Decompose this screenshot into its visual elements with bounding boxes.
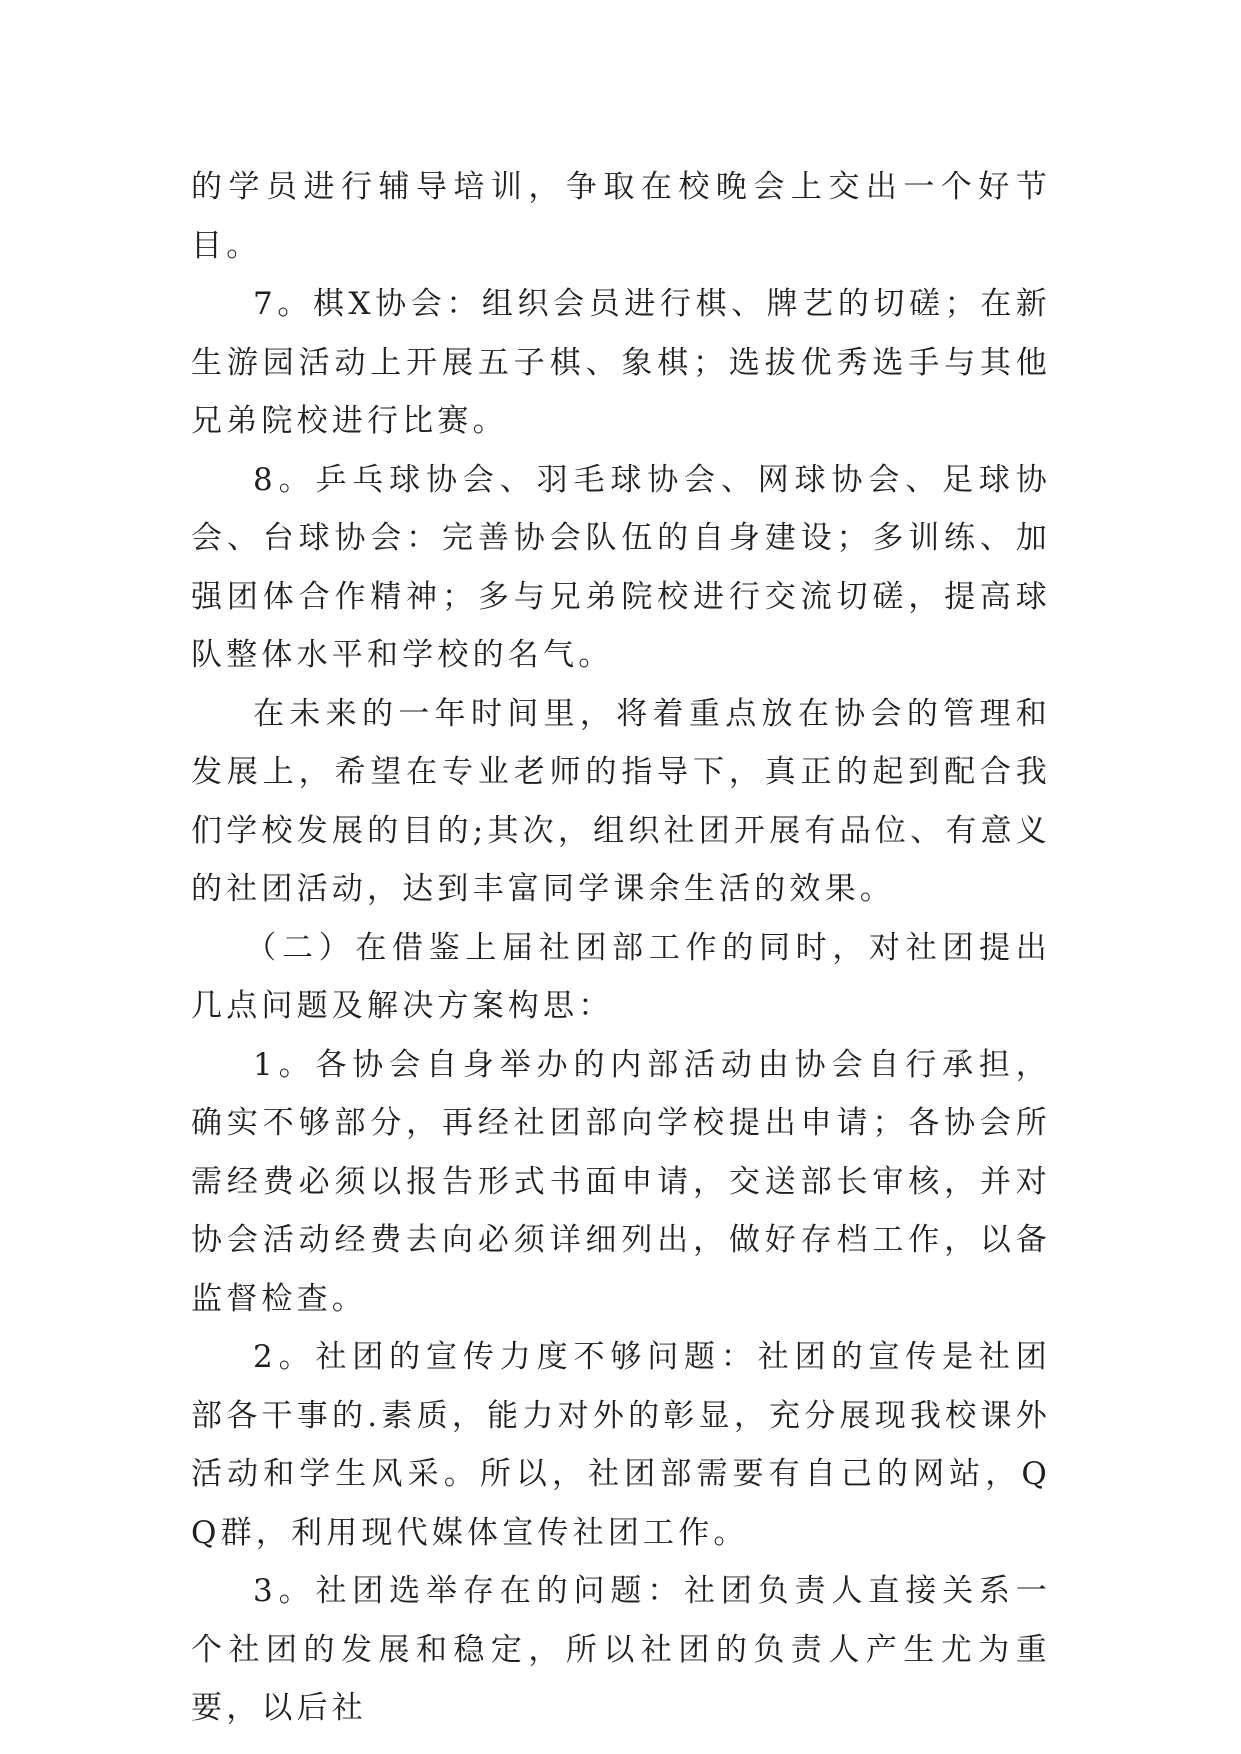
paragraph-future-plan: 在未来的一年时间里，将着重点放在协会的管理和发展上，希望在专业老师的指导下，真正的起到配合我们学校发展的目的;其次，组织社团开展有品位、有意义的社团活动，达到丰富同学课余生活的效果。 [191,695,1051,907]
paragraph-problem-1: 1。各协会自身举办的内部活动由协会自行承担，确实不够部分，再经社团部向学校提出申请；各协会所需经费必须以报告形式书面申请，交送部长审核，并对协会活动经费去向必须详细列出，做好存档工作，以备监督检查。 [191,1046,1051,1317]
paragraph-continuation: 的学员进行辅导培训，争取在校晚会上交出一个好节目。 [191,169,1051,264]
section-heading-problems: （二）在借鉴上届社团部工作的同时，对社团提出几点问题及解决方案构思： [191,929,1051,1024]
paragraph-ball-associations: 8。乒乓球协会、羽毛球协会、网球协会、足球协会、台球协会：完善协会队伍的自身建设；多训练、加强团体合作精神；多与兄弟院校进行交流切磋，提高球队整体水平和学校的名气。 [191,461,1051,673]
paragraph-problem-3: 3。社团选举存在的问题：社团负责人直接关系一个社团的发展和稳定，所以社团的负责人产生尤为重要，以后社 [191,1573,1051,1726]
paragraph-problem-2: 2。社团的宣传力度不够问题：社团的宣传是社团部各干事的.素质，能力对外的彰显，充分展现我校课外活动和学生风采。所以，社团部需要有自己的网站，QQ群，利用现代媒体宣传社团工作。 [191,1339,1051,1551]
document-body [191,158,1051,1738]
paragraph-chess-association: 7。棋X协会：组织会员进行棋、牌艺的切磋；在新生游园活动上开展五子棋、象棋；选拔优秀选手与其他兄弟院校进行比赛。 [191,286,1051,439]
